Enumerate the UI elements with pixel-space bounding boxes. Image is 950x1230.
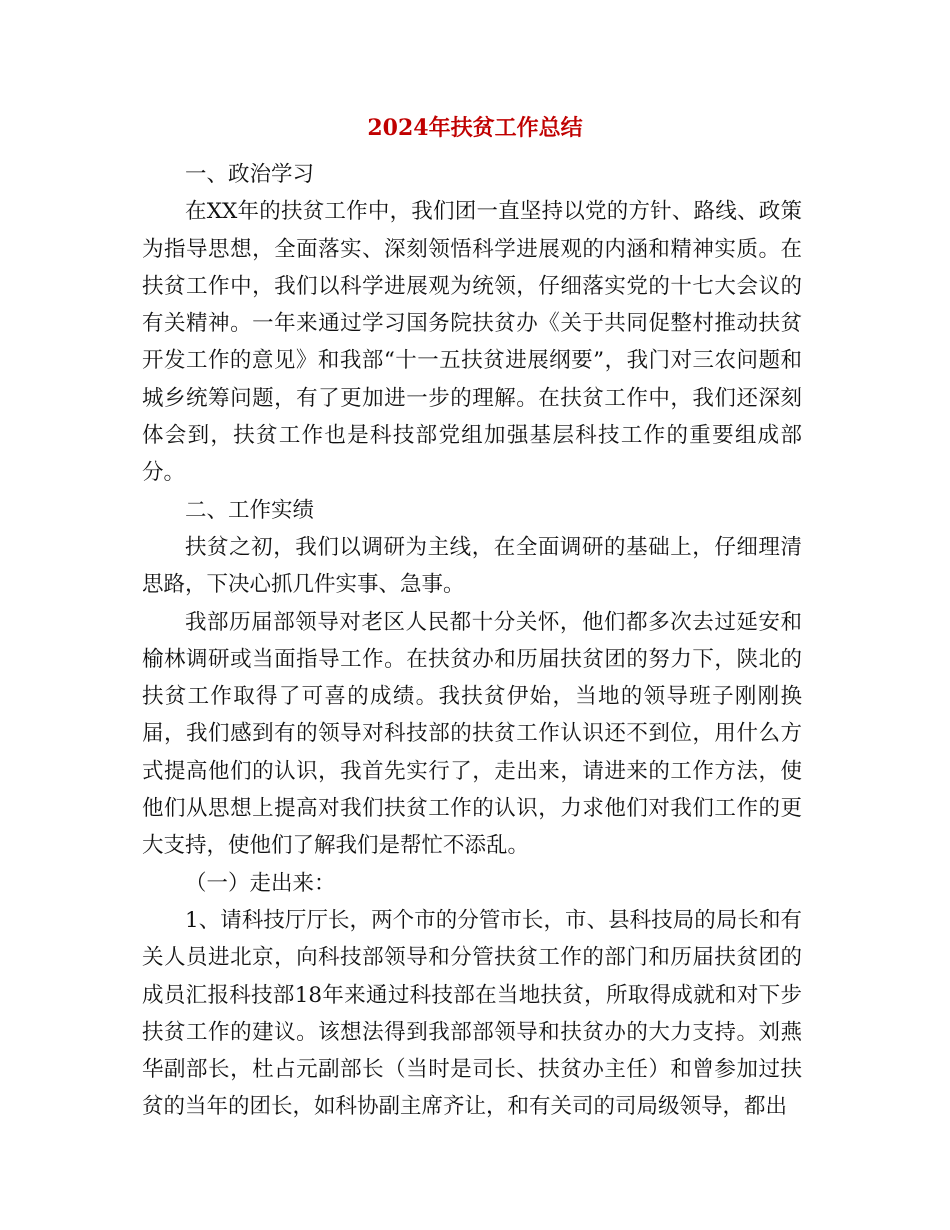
paragraph: 1、请科技厅厅长，两个市的分管市长，市、县科技局的局长和有关人员进北京，向科技部领导和分管扶贫工作的部门和历届扶贫团的成员汇报科技部18年来通过科技部在当地扶贫，所取得成就和对下步扶贫工作的建议。该想法得到我部部领导和扶贫办的大力支持。刘燕华副部长，杜占元副部长（当时是司长、扶贫办主任）和曾参加过扶贫的当年的团长，如科协副主席齐让，和有关司的司局级领导，都出 — [142, 907, 802, 1120]
paragraph: 扶贫之初，我们以调研为主线，在全面调研的基础上，仔细理清思路，下决心抓几件实事、急事。 — [142, 534, 802, 598]
document-body — [142, 156, 802, 1126]
section-heading-work-results: 二、工作实绩 — [185, 497, 315, 523]
section-heading-political-study: 一、政治学习 — [185, 162, 315, 187]
paragraph: 我部历届部领导对老区人民都十分关怀，他们都多次去过延安和榆林调研或当面指导工作。在扶贫办和历届扶贫团的努力下，陕北的扶贫工作取得了可喜的成绩。我扶贫伊始，当地的领导班子刚刚换届，我们感到有的领导对科技部的扶贫工作认识还不到位，用什么方式提高他们的认识，我首先实行了，走出来，请进来的工作方法，使他们从思想上提高对我们扶贫工作的认识，力求他们对我们工作的更大支持，使他们了解我们是帮忙不添乱。 — [142, 609, 802, 859]
paragraph: 在XX年的扶贫工作中，我们团一直坚持以党的方针、路线、政策为指导思想，全面落实、深刻领悟科学进展观的内涵和精神实质。在扶贫工作中，我们以科学进展观为统领，仔细落实党的十七大会议的有关精神。一年来通过学习国务院扶贫办《关于共同促整村推动扶贫开发工作的意见》和我部“十一五扶贫进展纲要”，我门对三农问题和城乡统筹问题，有了更加进一步的理解。在扶贫工作中，我们还深刻体会到，扶贫工作也是科技部党组加强基层科技工作的重要组成部分。 — [142, 199, 802, 486]
document-title: 2024年扶贫工作总结 — [367, 115, 583, 141]
subsection-heading-go-out: （一）走出来： — [185, 870, 336, 896]
